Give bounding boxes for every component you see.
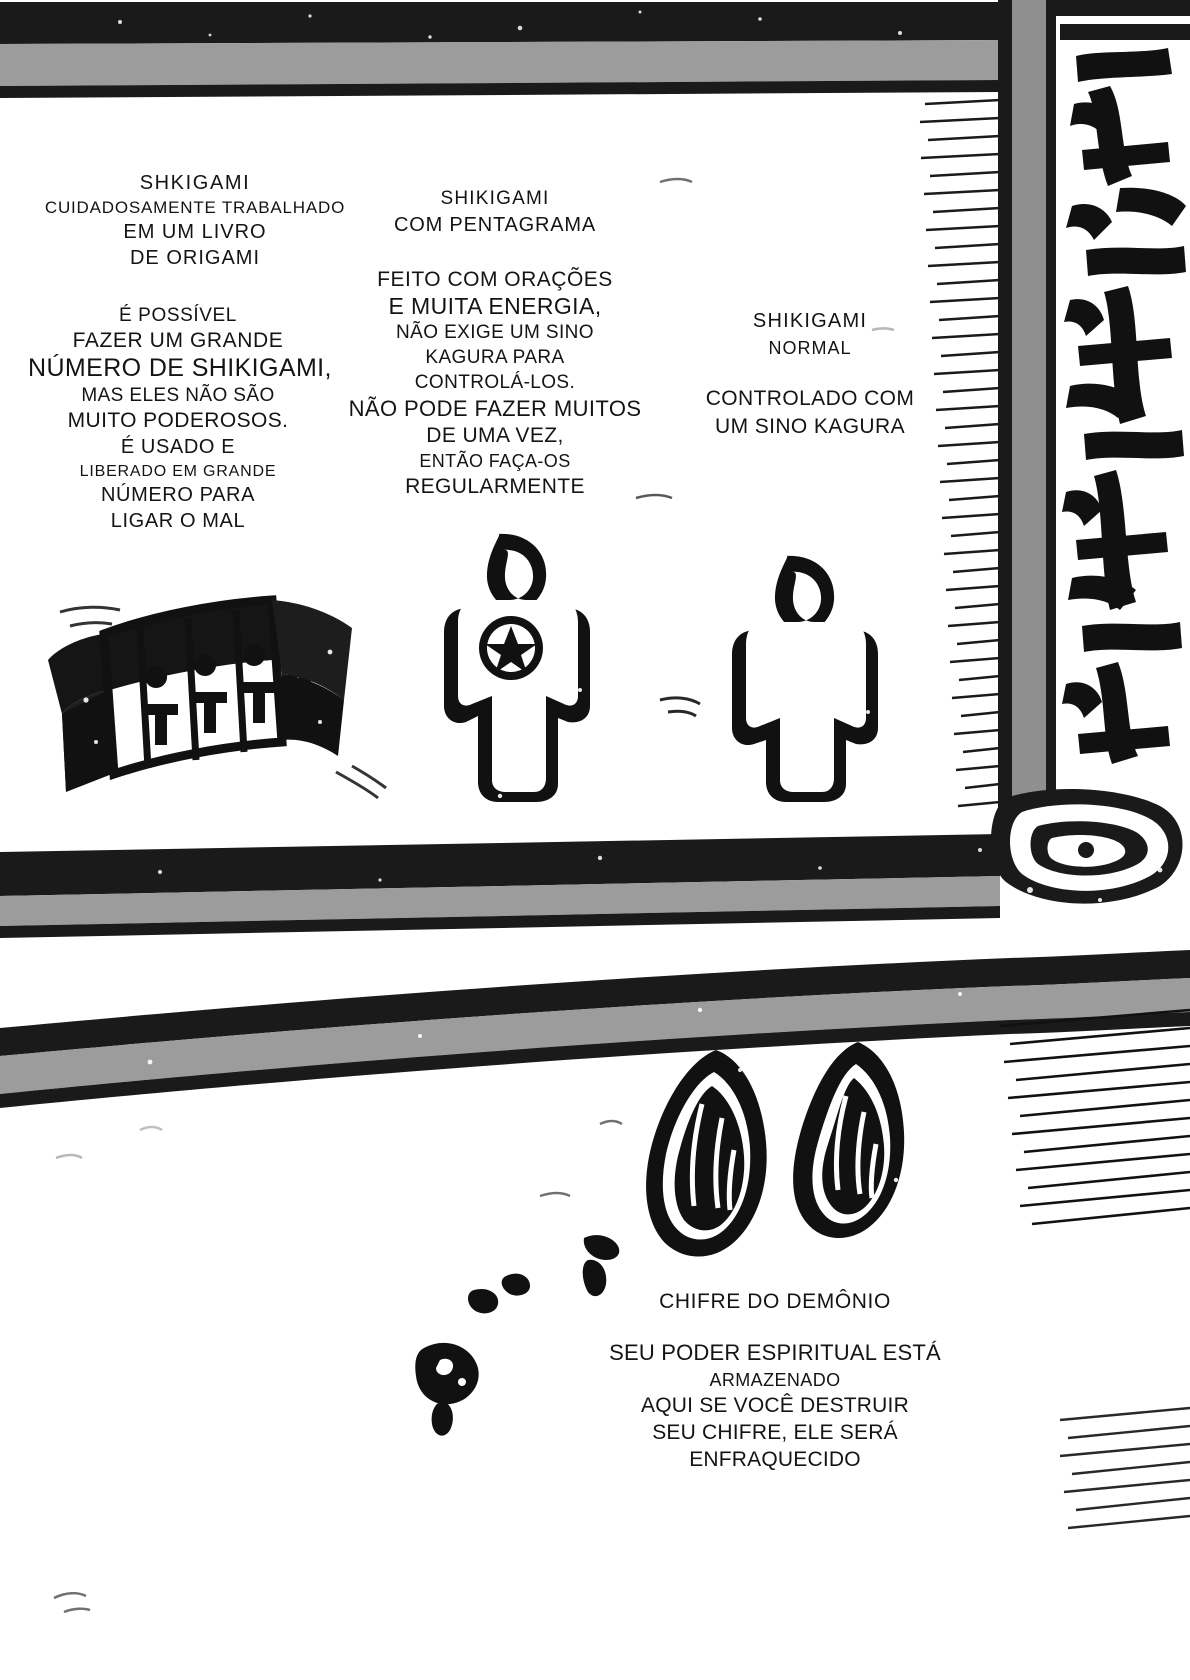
- caption-line: DE UMA VEZ,: [426, 424, 564, 447]
- caption-line: MUITO PODEROSOS.: [67, 409, 289, 432]
- caption-line: É POSSÍVEL: [119, 305, 237, 326]
- caption-line: UM SINO KAGURA: [715, 415, 905, 438]
- caption-line: SHKIGAMI: [139, 172, 251, 194]
- scroll-top-border: [0, 2, 1000, 98]
- caption-line: ENFRAQUECIDO: [689, 1448, 861, 1471]
- caption-line: COM PENTAGRAMA: [394, 214, 596, 236]
- scroll-bottom-border: [0, 834, 1000, 938]
- caption-pentagrama-body: [320, 268, 670, 499]
- caption-line: NORMAL: [768, 338, 852, 358]
- caption-line: DE ORIGAMI: [129, 247, 260, 269]
- caption-line: SHIKIGAMI: [440, 188, 550, 209]
- scroll-roll-bottom: [991, 789, 1183, 904]
- ink-ticks-top: [660, 179, 894, 330]
- caption-line: SHIKIGAMI: [752, 310, 868, 332]
- caption-line: FAZER UM GRANDE: [72, 329, 284, 352]
- figure-origami-book: [48, 600, 386, 798]
- caption-line: EM UM LIVRO: [123, 221, 267, 243]
- caption-line: CUIDADOSAMENTE TRABALHADO: [44, 198, 346, 217]
- speed-lines-right: [1000, 1010, 1190, 1224]
- panel-bottom-border: [0, 950, 1190, 1108]
- figure-shikigami-pentagram: [444, 534, 590, 802]
- caption-normal: [640, 310, 980, 439]
- caption-line: MAS ELES NÃO SÃO: [81, 385, 275, 406]
- caption-line: NÃO EXIGE UM SINO: [396, 322, 594, 343]
- caption-line: E MUITA ENERGIA,: [388, 293, 602, 319]
- scroll-roll-right: [920, 0, 1190, 904]
- caption-line: NÚMERO DE SHIKIGAMI,: [28, 354, 332, 382]
- caption-line: REGULARMENTE: [405, 475, 585, 498]
- caption-line: ARMAZENADO: [709, 1370, 841, 1390]
- caption-line: AQUI SE VOCÊ DESTRUIR: [641, 1394, 909, 1417]
- caption-line: KAGURA PARA: [425, 347, 565, 368]
- caption-origami-title: [30, 172, 360, 270]
- caption-line: É USADO E: [120, 436, 236, 458]
- caption-line: LIGAR O MAL: [110, 510, 246, 532]
- caption-chifre: [560, 1290, 990, 1472]
- kanji-strokes: [1062, 48, 1186, 764]
- ink-ticks-bottom: [54, 1121, 622, 1612]
- caption-origami-body: [28, 305, 332, 533]
- speed-lines-right-lower: [1060, 1408, 1190, 1528]
- figure-demon-horns: [646, 1042, 904, 1257]
- caption-line: CHIFRE DO DEMÔNIO: [659, 1290, 891, 1313]
- caption-line: CONTROLÁ-LOS.: [414, 372, 576, 393]
- figure-shikigami-normal: [636, 495, 878, 802]
- caption-line: SEU CHIFRE, ELE SERÁ: [652, 1421, 898, 1444]
- caption-line: FEITO COM ORAÇÕES: [377, 268, 613, 291]
- caption-line: NÃO PODE FAZER MUITOS: [348, 396, 642, 421]
- caption-line: LIBERADO EM GRANDE: [79, 463, 277, 480]
- caption-pentagrama-title: [330, 188, 660, 237]
- caption-line: ENTÃO FAÇA-OS: [419, 451, 571, 471]
- caption-line: CONTROLADO COM: [705, 387, 915, 410]
- caption-line: NÚMERO PARA: [100, 484, 256, 506]
- caption-line: SEU PODER ESPIRITUAL ESTÁ: [609, 1340, 941, 1365]
